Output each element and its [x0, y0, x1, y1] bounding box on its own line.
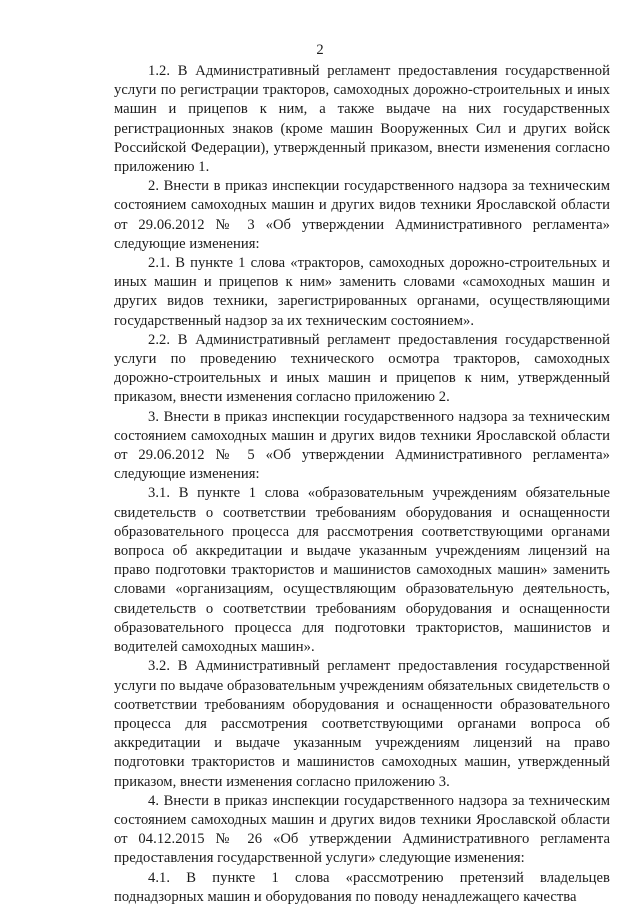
- paragraph-2-1: 2.1. В пункте 1 слова «тракторов, самоходных дорожно-строительных и иных машин и прицепов к ним» заменить словами «самоходных машин и других видов техники, зарегистрированных органами, осуществляющими государственный надзор за их техническим состоянием».: [114, 255, 610, 329]
- paragraph-3: 3. Внести в приказ инспекции государственного надзора за техническим состоянием самоходных машин и других видов техники Ярославской области от 29.06.2012 № 5 «Об утверждении Административного регламента» следующие изменения:: [114, 408, 610, 483]
- paragraph-4: 4. Внести в приказ инспекции государственного надзора за техническим состоянием самоходных машин и других видов техники Ярославской области от 04.12.2015 № 26 «Об утверждении Административного регламента предоставления государственной услуги» следующие изменения:: [114, 792, 610, 867]
- paragraph-3-2: 3.2. В Административный регламент предоставления государственной услуги по выдаче образовательным учреждениям обязательных свидетельств о соответствии требованиям оборудования и оснащенности образовательного процесса для рассмотрения соответствующими органами вопроса об аккредитации и выдаче указанным учреждениям лицензий на право подготовки трактористов и машинистов самоходных машин, утвержденный приказом, внести изменения согласно приложению 3.: [114, 658, 610, 790]
- page-number: 2: [316, 42, 324, 58]
- document-body: [114, 62, 610, 907]
- paragraph-2: 2. Внести в приказ инспекции государственного надзора за техническим состоянием самоходных машин и других видов техники Ярославской области от 29.06.2012 № 3 «Об утверждении Административного регламента» следующие изменения:: [114, 178, 610, 252]
- paragraph-4-1: 4.1. В пункте 1 слова «рассмотрению претензий владельцев поднадзорных машин и оборудования по поводу ненадлежащего качества: [114, 869, 610, 905]
- paragraph-3-1: 3.1. В пункте 1 слова «образовательным учреждениям обязательные свидетельств о соответствии требованиям оборудования и оснащенности образовательного процесса для рассмотрения соответствующими органами вопроса об аккредитации и выдаче указанным учреждениям лицензий на право подготовки трактористов и машинистов самоходных машин» заменить словами «организациям, осуществляющим образовательную деятельность, свидетельств о соответствии требованиям оборудования и оснащенности образовательного процесса для подготовки трактористов, машинистов и водителей самоходных машин».: [114, 485, 610, 656]
- paragraph-1-2: 1.2. В Административный регламент предоставления государственной услуги по регистрации тракторов, самоходных дорожно-строительных и иных машин и прицепов к ним, а также выдаче на них государственных регистрационных знаков (кроме машин Вооруженных Сил и других войск Российской Федерации), утвержденный приказом, внести изменения согласно приложению 1.: [114, 63, 610, 176]
- paragraph-2-2: 2.2. В Административный регламент предоставления государственной услуги по проведению технического осмотра тракторов, самоходных дорожно-строительных и иных машин и прицепов к ним, утвержденный приказом, внести изменения согласно приложению 2.: [114, 331, 610, 406]
